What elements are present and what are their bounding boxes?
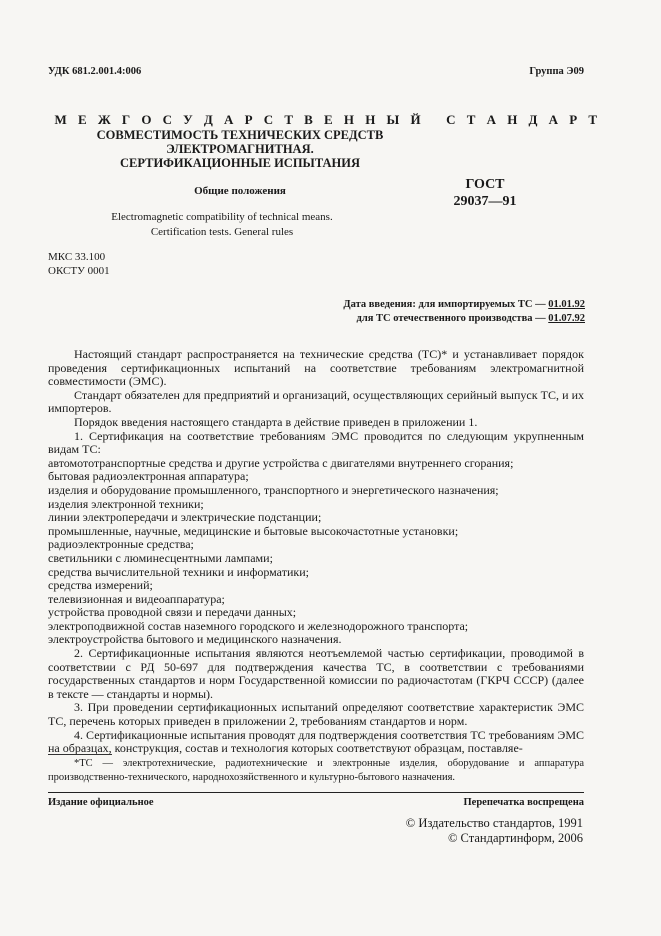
paragraph-clause-3: 3. При проведении сертификационных испытаний определяют соответствие характеристик ЭМС ТС, перечень которых приведен в приложении 2, требованиям стандартов и норм. xyxy=(48,700,584,729)
udc-code: УДК 681.2.001.4:006 xyxy=(48,66,142,77)
equipment-type-item: электроподвижной состав наземного городского и железнодорожного транспорта; xyxy=(48,618,469,633)
copyright-1991: © Издательство стандартов, 1991 xyxy=(405,816,583,830)
footer-rule xyxy=(48,792,584,793)
equipment-type-item: средства вычислительной техники и информатики; xyxy=(48,564,309,579)
paragraph-clause-4: 4. Сертификационные испытания проводят для подтверждения соответствия ТС требованиям ЭМС на образцах, конструкция, состав и технология которых соответствуют образцам, поставляе- xyxy=(48,727,584,756)
equipment-type-item: изделия электронной техники; xyxy=(48,496,204,511)
equipment-type-item: телевизионная и видеоаппаратура; xyxy=(48,591,225,606)
equipment-type-item: автомототранспортные средства и другие устройства с двигателями внутреннего сгорания; xyxy=(48,455,514,470)
official-edition-label: Издание официальное xyxy=(48,797,154,808)
paragraph-introduction-order: Порядок введения настоящего стандарта в действие приведен в приложении 1. xyxy=(74,414,478,429)
main-text xyxy=(48,348,584,756)
paragraph-clause-2: 2. Сертификационные испытания являются неотъемлемой частью сертификации, проводимой в соответствии с РД 50-697 для подтверждения качества ТС, в соответствии с требованиями государственных стандартов и норм Государственной комиссии по радиочастотам (ГКРЧ СССР) (далее в тексте — стандарты и нормы). xyxy=(48,646,584,701)
footnote xyxy=(48,757,584,785)
title-line-3: СЕРТИФИКАЦИОННЫЕ ИСПЫТАНИЯ xyxy=(119,156,361,170)
mks-code: МКС 33.100 xyxy=(48,251,106,263)
import-date: 01.01.92 xyxy=(548,299,585,310)
domestic-date: 01.07.92 xyxy=(548,313,585,324)
title-line-1: СОВМЕСТИМОСТЬ ТЕХНИЧЕСКИХ СРЕДСТВ xyxy=(96,128,384,142)
group-code: Группа Э09 xyxy=(529,66,584,77)
gost-label: ГОСТ xyxy=(465,177,505,192)
equipment-type-item: устройства проводной связи и передачи данных; xyxy=(48,605,297,620)
equipment-type-item: электроустройства бытового и медицинского назначения. xyxy=(48,632,342,647)
standard-type-heading xyxy=(48,96,601,128)
gost-number: 29037—91 xyxy=(453,194,517,209)
equipment-type-item: промышленные, научные, медицинские и бытовые высокочастотные установки; xyxy=(48,523,459,538)
import-date-label: Дата введения: для импортируемых ТС — xyxy=(343,299,549,310)
paragraph-mandatory: Стандарт обязателен для предприятий и организаций, осуществляющих серийный выпуск ТС, и их импортеров. xyxy=(48,387,584,416)
domestic-date-line xyxy=(357,312,585,326)
title-subtitle: Общие положения xyxy=(194,185,286,197)
reprint-prohibited-label: Перепечатка воспрещена xyxy=(463,797,584,808)
footnote-divider xyxy=(48,754,112,755)
standard-type-text: М Е Ж Г О С У Д А Р С Т В Е Н Н Ы Й С Т А Н Д А Р Т xyxy=(54,112,601,127)
import-date-line xyxy=(343,298,585,312)
equipment-type-item: бытовая радиоэлектронная аппаратура; xyxy=(48,469,249,484)
paragraph-intro: Настоящий стандарт распространяется на технические средства (ТС)* и устанавливает порядок проведения сертификационных испытаний на соответствие требованиям электромагнитной совместимости (ЭМС). xyxy=(48,347,584,389)
equipment-type-item: изделия и оборудование промышленного, транспортного и энергетического назначения; xyxy=(48,482,499,497)
equipment-type-item: линии электропередачи и электрические подстанции; xyxy=(48,510,322,525)
paragraph-clause-1: 1. Сертификация на соответствие требованиям ЭМС проводится по следующим укрупненным видам ТС: xyxy=(48,428,584,457)
equipment-type-item: средства измерений; xyxy=(48,578,153,593)
equipment-type-item: радиоэлектронные средства; xyxy=(48,537,194,552)
english-title-line-2: Certification tests. General rules xyxy=(150,226,294,238)
equipment-type-list xyxy=(48,457,584,647)
title-line-2: ЭЛЕКТРОМАГНИТНАЯ. xyxy=(166,142,314,156)
okstu-code: ОКСТУ 0001 xyxy=(48,265,110,277)
footnote-text: *ТС — электротехнические, радиотехнические и электронные изделия, оборудование и аппаратура производственно-технического, народнохозяйственного и культурно-бытового назначения. xyxy=(48,758,584,783)
domestic-date-label: для ТС отечественного производства — xyxy=(356,313,549,324)
equipment-type-item: светильники с люминесцентными лампами; xyxy=(48,550,273,565)
copyright-2006: © Стандартинформ, 2006 xyxy=(447,831,583,845)
english-title-line-1: Electromagnetic compatibility of technical means. xyxy=(111,211,333,223)
